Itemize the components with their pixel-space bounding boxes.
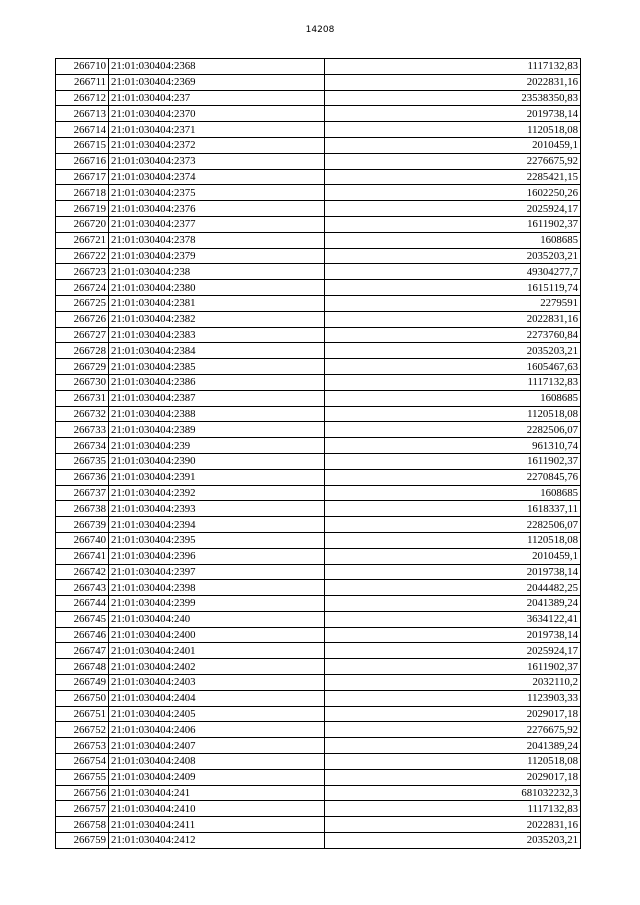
row-number-cell: 266740: [56, 532, 109, 548]
value-cell: 2282506,07: [325, 517, 581, 533]
row-number-cell: 266744: [56, 596, 109, 612]
table-row: [56, 359, 581, 375]
value-cell: 2282506,07: [325, 422, 581, 438]
value-cell: 1611902,37: [325, 216, 581, 232]
table-body: [56, 59, 581, 849]
value-cell: 1120518,08: [325, 532, 581, 548]
row-number-cell: 266722: [56, 248, 109, 264]
cadastral-number-cell: 21:01:030404:2401: [109, 643, 325, 659]
row-number-cell: 266727: [56, 327, 109, 343]
row-number-cell: 266733: [56, 422, 109, 438]
value-cell: 1605467,63: [325, 359, 581, 375]
cadastral-number-cell: 21:01:030404:2385: [109, 359, 325, 375]
cadastral-number-cell: 21:01:030404:2405: [109, 706, 325, 722]
cadastral-number-cell: 21:01:030404:2389: [109, 422, 325, 438]
row-number-cell: 266712: [56, 90, 109, 106]
value-cell: 2285421,15: [325, 169, 581, 185]
table-row: [56, 390, 581, 406]
row-number-cell: 266718: [56, 185, 109, 201]
row-number-cell: 266720: [56, 216, 109, 232]
table-row: [56, 501, 581, 517]
table-row: [56, 201, 581, 217]
row-number-cell: 266734: [56, 438, 109, 454]
row-number-cell: 266752: [56, 722, 109, 738]
cadastral-number-cell: 21:01:030404:2397: [109, 564, 325, 580]
value-cell: 961310,74: [325, 438, 581, 454]
value-cell: 2029017,18: [325, 706, 581, 722]
value-cell: 1120518,08: [325, 406, 581, 422]
value-cell: 1123903,33: [325, 690, 581, 706]
row-number-cell: 266758: [56, 817, 109, 833]
value-cell: 1611902,37: [325, 453, 581, 469]
cadastral-number-cell: 21:01:030404:2407: [109, 738, 325, 754]
row-number-cell: 266731: [56, 390, 109, 406]
row-number-cell: 266746: [56, 627, 109, 643]
table-row: [56, 327, 581, 343]
table-row: [56, 754, 581, 770]
cadastral-number-cell: 21:01:030404:2402: [109, 659, 325, 675]
value-cell: 1608685: [325, 485, 581, 501]
table-row: [56, 564, 581, 580]
row-number-cell: 266756: [56, 785, 109, 801]
cadastral-number-cell: 21:01:030404:2391: [109, 469, 325, 485]
table-row: [56, 659, 581, 675]
cadastral-number-cell: 21:01:030404:2377: [109, 216, 325, 232]
table-row: [56, 706, 581, 722]
cadastral-number-cell: 21:01:030404:240: [109, 611, 325, 627]
cadastral-number-cell: 21:01:030404:2393: [109, 501, 325, 517]
value-cell: 1615119,74: [325, 280, 581, 296]
table-row: [56, 295, 581, 311]
value-cell: 2010459,1: [325, 548, 581, 564]
row-number-cell: 266739: [56, 517, 109, 533]
row-number-cell: 266723: [56, 264, 109, 280]
value-cell: 2019738,14: [325, 627, 581, 643]
value-cell: 2035203,21: [325, 833, 581, 849]
cadastral-number-cell: 21:01:030404:239: [109, 438, 325, 454]
row-number-cell: 266716: [56, 153, 109, 169]
value-cell: 2276675,92: [325, 722, 581, 738]
table-row: [56, 738, 581, 754]
cadastral-number-cell: 21:01:030404:2410: [109, 801, 325, 817]
value-cell: 1117132,83: [325, 59, 581, 75]
value-cell: 23538350,83: [325, 90, 581, 106]
row-number-cell: 266726: [56, 311, 109, 327]
cadastral-number-cell: 21:01:030404:2374: [109, 169, 325, 185]
value-cell: 2022831,16: [325, 311, 581, 327]
table-row: [56, 675, 581, 691]
row-number-cell: 266742: [56, 564, 109, 580]
page-number: 14208: [305, 25, 335, 35]
table-row: [56, 469, 581, 485]
table-row: [56, 406, 581, 422]
data-table: [55, 58, 581, 849]
table-row: [56, 311, 581, 327]
value-cell: 2270845,76: [325, 469, 581, 485]
table-row: [56, 216, 581, 232]
value-cell: 1608685: [325, 232, 581, 248]
value-cell: 2022831,16: [325, 74, 581, 90]
table-row: [56, 422, 581, 438]
row-number-cell: 266755: [56, 769, 109, 785]
value-cell: 1602250,26: [325, 185, 581, 201]
cadastral-number-cell: 21:01:030404:2408: [109, 754, 325, 770]
row-number-cell: 266717: [56, 169, 109, 185]
value-cell: 1120518,08: [325, 122, 581, 138]
value-cell: 49304277,7: [325, 264, 581, 280]
row-number-cell: 266749: [56, 675, 109, 691]
table-row: [56, 232, 581, 248]
cadastral-number-cell: 21:01:030404:2392: [109, 485, 325, 501]
cadastral-number-cell: 21:01:030404:2399: [109, 596, 325, 612]
cadastral-number-cell: 21:01:030404:2398: [109, 580, 325, 596]
table-row: [56, 722, 581, 738]
table-row: [56, 627, 581, 643]
cadastral-number-cell: 21:01:030404:2384: [109, 343, 325, 359]
table-row: [56, 90, 581, 106]
row-number-cell: 266737: [56, 485, 109, 501]
cadastral-number-cell: 21:01:030404:2394: [109, 517, 325, 533]
table-row: [56, 785, 581, 801]
value-cell: 2019738,14: [325, 106, 581, 122]
row-number-cell: 266710: [56, 59, 109, 75]
row-number-cell: 266757: [56, 801, 109, 817]
table-row: [56, 59, 581, 75]
cadastral-number-cell: 21:01:030404:2403: [109, 675, 325, 691]
cadastral-number-cell: 21:01:030404:2388: [109, 406, 325, 422]
cadastral-number-cell: 21:01:030404:237: [109, 90, 325, 106]
cadastral-number-cell: 21:01:030404:241: [109, 785, 325, 801]
row-number-cell: 266719: [56, 201, 109, 217]
row-number-cell: 266711: [56, 74, 109, 90]
cadastral-number-cell: 21:01:030404:2378: [109, 232, 325, 248]
cadastral-number-cell: 21:01:030404:2368: [109, 59, 325, 75]
table-row: [56, 438, 581, 454]
row-number-cell: 266759: [56, 833, 109, 849]
row-number-cell: 266754: [56, 754, 109, 770]
table-row: [56, 264, 581, 280]
cadastral-number-cell: 21:01:030404:2400: [109, 627, 325, 643]
value-cell: 1117132,83: [325, 374, 581, 390]
row-number-cell: 266729: [56, 359, 109, 375]
table-row: [56, 280, 581, 296]
table-row: [56, 343, 581, 359]
table-row: [56, 137, 581, 153]
table-row: [56, 106, 581, 122]
table-row: [56, 580, 581, 596]
table-row: [56, 690, 581, 706]
value-cell: 2025924,17: [325, 201, 581, 217]
row-number-cell: 266725: [56, 295, 109, 311]
table-row: [56, 643, 581, 659]
value-cell: 2035203,21: [325, 248, 581, 264]
cadastral-number-cell: 21:01:030404:2395: [109, 532, 325, 548]
row-number-cell: 266735: [56, 453, 109, 469]
cadastral-number-cell: 21:01:030404:2376: [109, 201, 325, 217]
value-cell: 2019738,14: [325, 564, 581, 580]
row-number-cell: 266738: [56, 501, 109, 517]
value-cell: 681032232,3: [325, 785, 581, 801]
table-row: [56, 532, 581, 548]
value-cell: 2041389,24: [325, 738, 581, 754]
row-number-cell: 266741: [56, 548, 109, 564]
value-cell: 3634122,41: [325, 611, 581, 627]
row-number-cell: 266753: [56, 738, 109, 754]
cadastral-number-cell: 21:01:030404:2396: [109, 548, 325, 564]
row-number-cell: 266730: [56, 374, 109, 390]
table-row: [56, 74, 581, 90]
row-number-cell: 266714: [56, 122, 109, 138]
row-number-cell: 266715: [56, 137, 109, 153]
row-number-cell: 266713: [56, 106, 109, 122]
cadastral-number-cell: 21:01:030404:238: [109, 264, 325, 280]
row-number-cell: 266724: [56, 280, 109, 296]
cadastral-number-cell: 21:01:030404:2372: [109, 137, 325, 153]
row-number-cell: 266748: [56, 659, 109, 675]
value-cell: 2010459,1: [325, 137, 581, 153]
cadastral-number-cell: 21:01:030404:2390: [109, 453, 325, 469]
table-row: [56, 817, 581, 833]
table-row: [56, 122, 581, 138]
value-cell: 1120518,08: [325, 754, 581, 770]
value-cell: 2279591: [325, 295, 581, 311]
table-row: [56, 801, 581, 817]
cadastral-number-cell: 21:01:030404:2411: [109, 817, 325, 833]
table-row: [56, 153, 581, 169]
row-number-cell: 266743: [56, 580, 109, 596]
value-cell: 2025924,17: [325, 643, 581, 659]
row-number-cell: 266736: [56, 469, 109, 485]
cadastral-number-cell: 21:01:030404:2404: [109, 690, 325, 706]
cadastral-number-cell: 21:01:030404:2387: [109, 390, 325, 406]
value-cell: 2022831,16: [325, 817, 581, 833]
value-cell: 1117132,83: [325, 801, 581, 817]
cadastral-number-cell: 21:01:030404:2406: [109, 722, 325, 738]
cadastral-number-cell: 21:01:030404:2381: [109, 295, 325, 311]
table-row: [56, 611, 581, 627]
cadastral-number-cell: 21:01:030404:2369: [109, 74, 325, 90]
value-cell: 2032110,2: [325, 675, 581, 691]
cadastral-number-cell: 21:01:030404:2382: [109, 311, 325, 327]
cadastral-number-cell: 21:01:030404:2370: [109, 106, 325, 122]
table-row: [56, 548, 581, 564]
table-row: [56, 769, 581, 785]
row-number-cell: 266728: [56, 343, 109, 359]
cadastral-number-cell: 21:01:030404:2380: [109, 280, 325, 296]
table-row: [56, 596, 581, 612]
cadastral-number-cell: 21:01:030404:2412: [109, 833, 325, 849]
cadastral-number-cell: 21:01:030404:2386: [109, 374, 325, 390]
table-row: [56, 517, 581, 533]
cadastral-number-cell: 21:01:030404:2383: [109, 327, 325, 343]
value-cell: 2044482,25: [325, 580, 581, 596]
cadastral-number-cell: 21:01:030404:2373: [109, 153, 325, 169]
row-number-cell: 266721: [56, 232, 109, 248]
table-row: [56, 453, 581, 469]
value-cell: 1618337,11: [325, 501, 581, 517]
table-row: [56, 169, 581, 185]
value-cell: 2041389,24: [325, 596, 581, 612]
value-cell: 2035203,21: [325, 343, 581, 359]
cadastral-number-cell: 21:01:030404:2371: [109, 122, 325, 138]
row-number-cell: 266745: [56, 611, 109, 627]
value-cell: 1608685: [325, 390, 581, 406]
table-row: [56, 248, 581, 264]
table-row: [56, 833, 581, 849]
value-cell: 2276675,92: [325, 153, 581, 169]
row-number-cell: 266732: [56, 406, 109, 422]
value-cell: 1611902,37: [325, 659, 581, 675]
row-number-cell: 266751: [56, 706, 109, 722]
row-number-cell: 266747: [56, 643, 109, 659]
value-cell: 2273760,84: [325, 327, 581, 343]
table-row: [56, 374, 581, 390]
value-cell: 2029017,18: [325, 769, 581, 785]
cadastral-number-cell: 21:01:030404:2409: [109, 769, 325, 785]
cadastral-number-cell: 21:01:030404:2375: [109, 185, 325, 201]
row-number-cell: 266750: [56, 690, 109, 706]
table-row: [56, 185, 581, 201]
cadastral-number-cell: 21:01:030404:2379: [109, 248, 325, 264]
table-row: [56, 485, 581, 501]
